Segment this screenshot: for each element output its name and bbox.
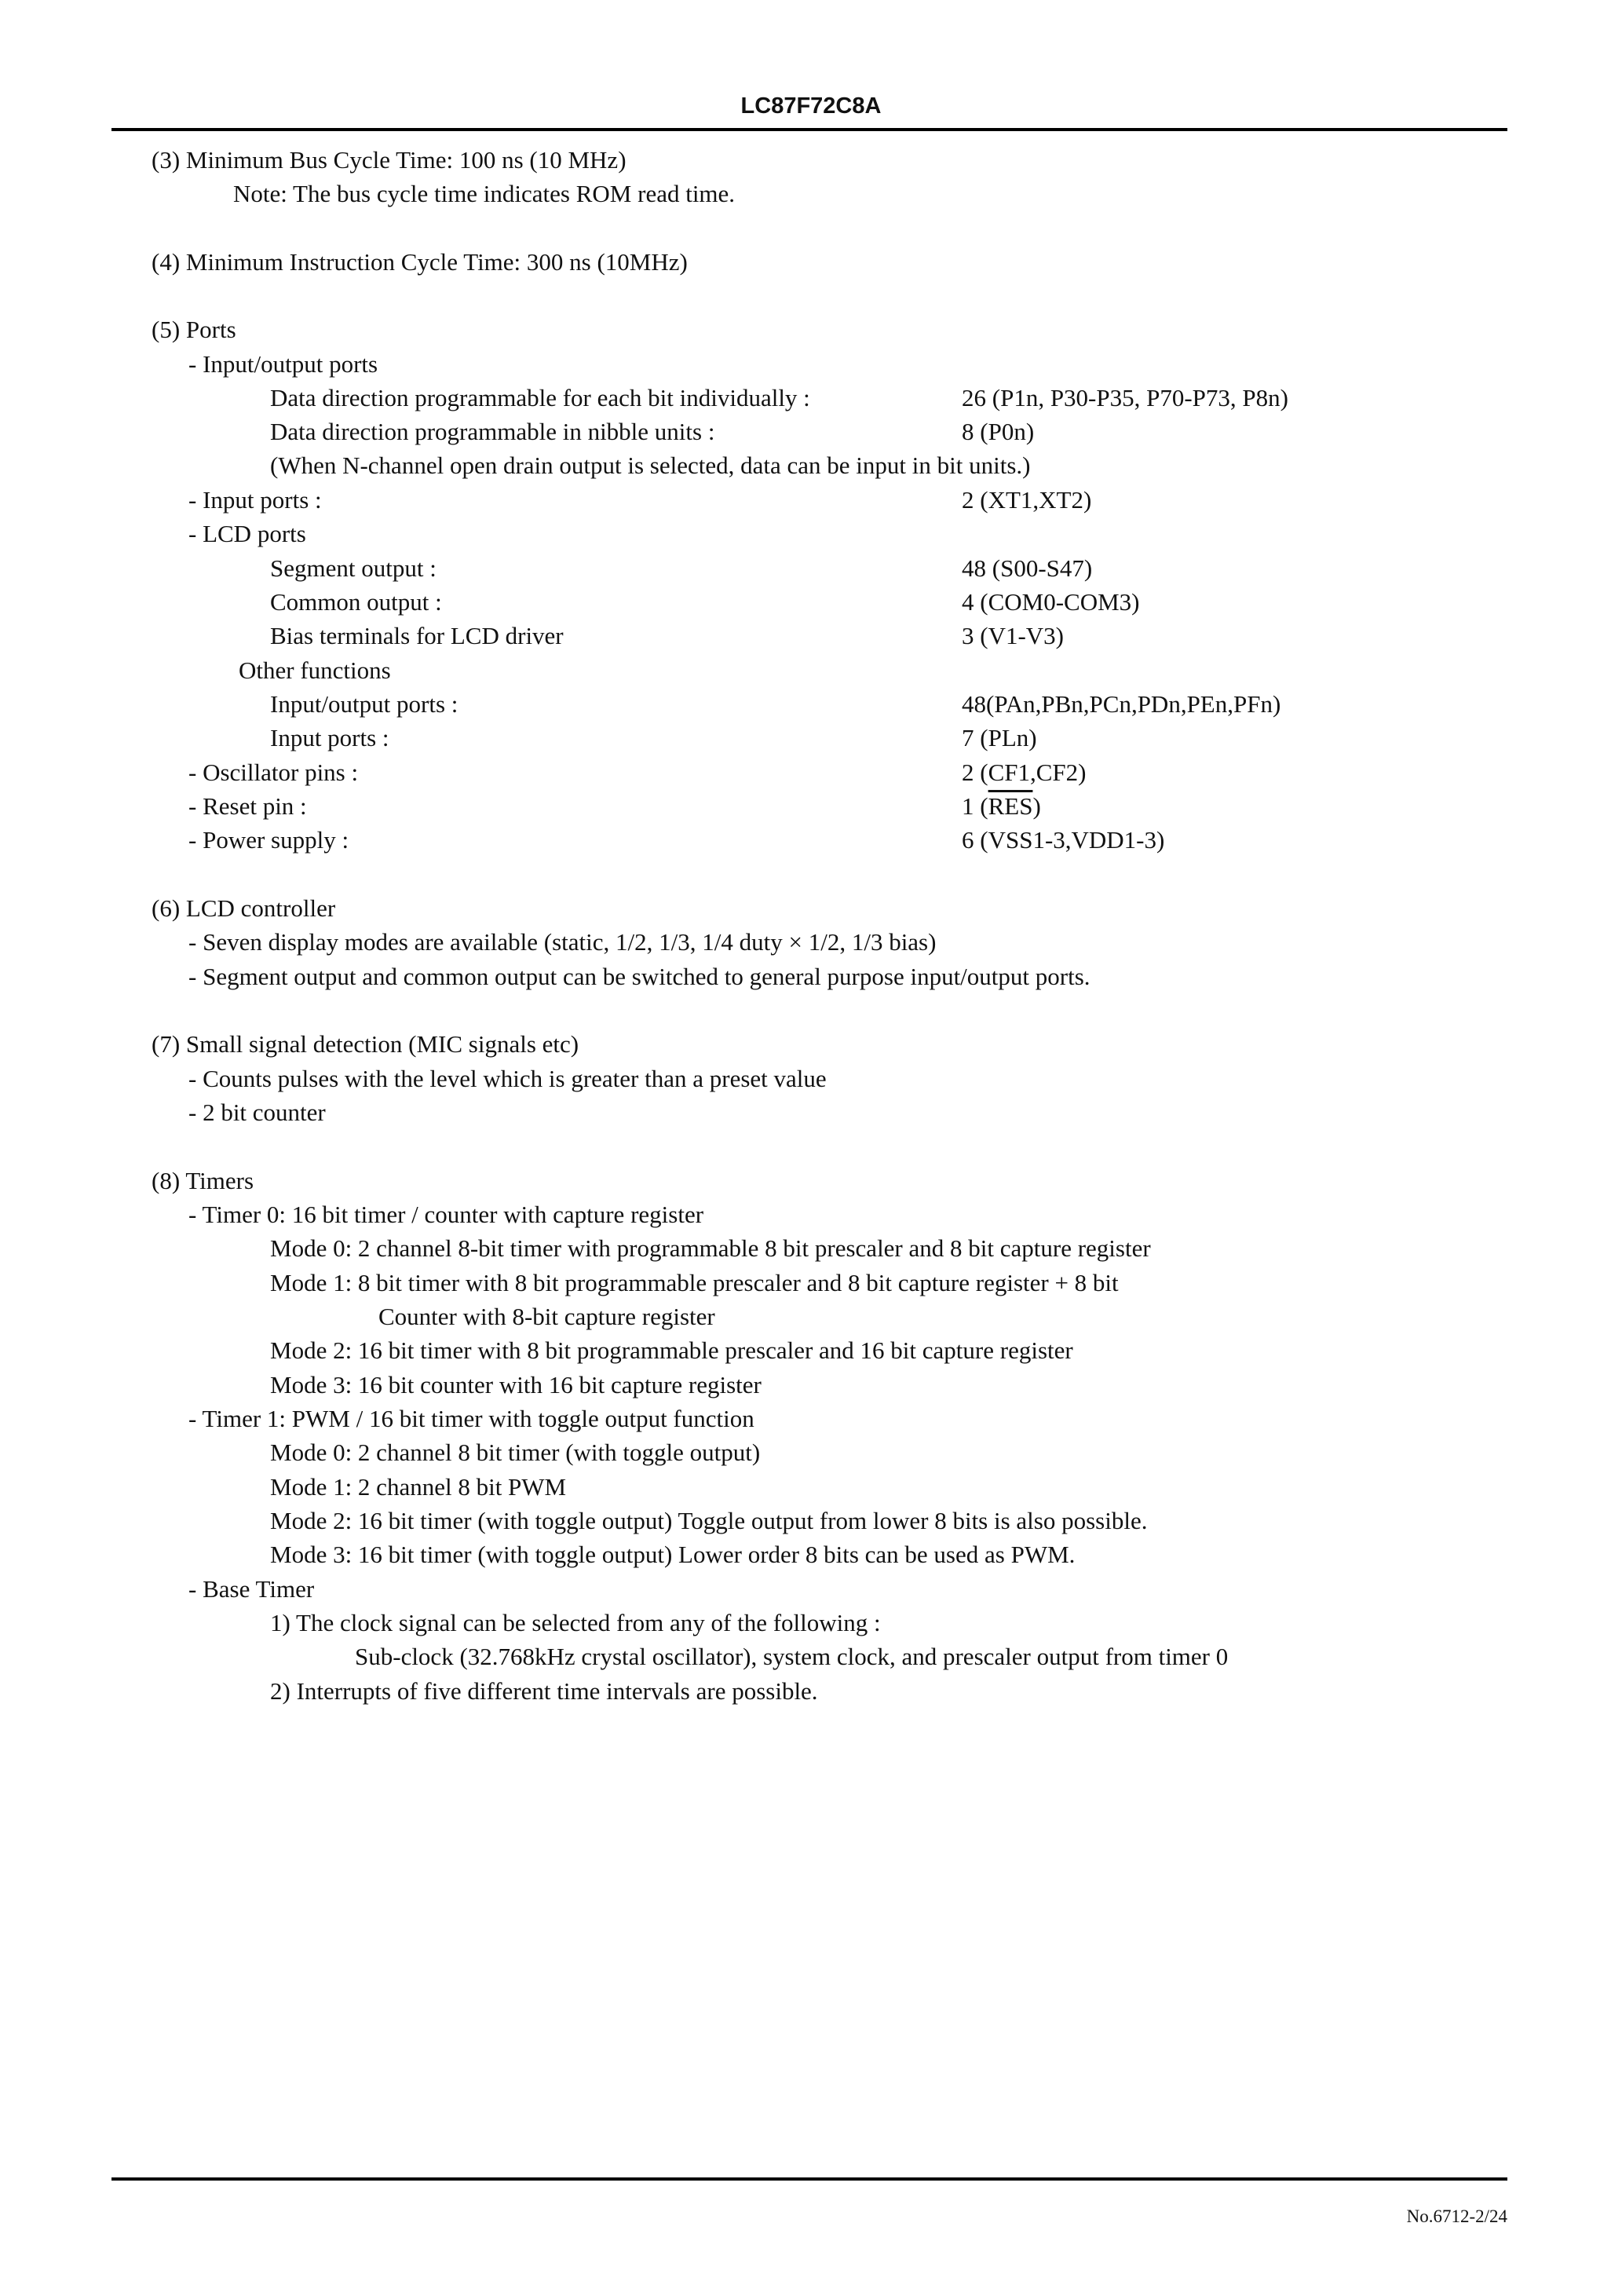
page-number: No.6712-2/24 bbox=[1406, 2206, 1507, 2226]
segment-output-label: Segment output : bbox=[270, 554, 437, 582]
timer0-mode: Mode 0: 2 channel 8-bit timer with programmable 8 bit prescaler and 8 bit capture register bbox=[270, 1234, 1151, 1262]
lcd-ports-label: - LCD ports bbox=[188, 520, 306, 547]
bias-terminals-label: Bias terminals for LCD driver bbox=[270, 622, 564, 649]
input-ports-label: - Input ports : bbox=[188, 486, 322, 514]
page-title: LC87F72C8A bbox=[740, 93, 882, 119]
footer-rule bbox=[111, 2177, 1507, 2181]
lcd-controller-item: - Segment output and common output can be switched to general purpose input/output ports. bbox=[188, 963, 1090, 990]
header-rule bbox=[111, 128, 1507, 131]
lcd-controller-item: - Seven display modes are available (static, 1/2, 1/3, 1/4 duty × 1/2, 1/3 bias) bbox=[188, 928, 937, 956]
section-3-note: Note: The bus cycle time indicates ROM read time. bbox=[233, 180, 736, 207]
timer1-mode: Mode 0: 2 channel 8 bit timer (with toggle output) bbox=[270, 1439, 761, 1466]
nibble-direction-value: 8 (P0n) bbox=[962, 418, 1035, 445]
nibble-direction-label: Data direction programmable in nibble units : bbox=[270, 418, 715, 445]
io-ports-label: - Input/output ports bbox=[188, 350, 378, 378]
bit-direction-label: Data direction programmable for each bit individually : bbox=[270, 384, 810, 411]
signal-detection-item: - Counts pulses with the level which is greater than a preset value bbox=[188, 1065, 827, 1092]
timer1-mode: Mode 2: 16 bit timer (with toggle output) Toggle output from lower 8 bits is also possible. bbox=[270, 1507, 1148, 1534]
segment-output-value: 48 (S00-S47) bbox=[962, 554, 1093, 582]
oscillator-pins-value: 2 (CF1,CF2) bbox=[962, 759, 1087, 786]
reset-pin-label: - Reset pin : bbox=[188, 792, 307, 820]
section-7-heading: (7) Small signal detection (MIC signals etc) bbox=[152, 1030, 579, 1058]
bias-terminals-value: 3 (V1-V3) bbox=[962, 622, 1064, 649]
section-5-heading: (5) Ports bbox=[152, 316, 236, 343]
section-6-heading: (6) LCD controller bbox=[152, 894, 336, 922]
timer1-mode: Mode 1: 2 channel 8 bit PWM bbox=[270, 1473, 567, 1501]
timer0-mode: Mode 2: 16 bit timer with 8 bit programmable prescaler and 16 bit capture register bbox=[270, 1336, 1073, 1364]
section-8-heading: (8) Timers bbox=[152, 1167, 254, 1194]
bit-direction-value: 26 (P1n, P30-P35, P70-P73, P8n) bbox=[962, 384, 1288, 411]
open-drain-note: (When N-channel open drain output is selected, data can be input in bit units.) bbox=[270, 452, 1031, 479]
other-input-ports-value: 7 (PLn) bbox=[962, 724, 1037, 751]
reset-signal-overline: $\overline{RES}$ bbox=[988, 792, 1033, 820]
timer1-label: - Timer 1: PWM / 16 bit timer with toggle output function bbox=[188, 1405, 754, 1432]
timer0-label: - Timer 0: 16 bit timer / counter with capture register bbox=[188, 1201, 704, 1228]
timer0-mode: Mode 1: 8 bit timer with 8 bit programmable prescaler and 8 bit capture register + 8 bit bbox=[270, 1269, 1119, 1296]
section-3-heading: (3) Minimum Bus Cycle Time: 100 ns (10 MHz) bbox=[152, 146, 627, 174]
base-timer-item: 2) Interrupts of five different time intervals are possible. bbox=[270, 1677, 818, 1705]
base-timer-item: Sub-clock (32.768kHz crystal oscillator), system clock, and prescaler output from timer 0 bbox=[355, 1643, 1229, 1670]
other-io-ports-label: Input/output ports : bbox=[270, 690, 458, 718]
timer0-mode: Mode 3: 16 bit counter with 16 bit capture register bbox=[270, 1371, 762, 1398]
signal-detection-item: - 2 bit counter bbox=[188, 1099, 326, 1126]
other-input-ports-label: Input ports : bbox=[270, 724, 389, 751]
other-functions-label: Other functions bbox=[239, 656, 391, 684]
power-supply-value: 6 (VSS1-3,VDD1-3) bbox=[962, 826, 1165, 854]
oscillator-pins-label: - Oscillator pins : bbox=[188, 759, 359, 786]
power-supply-label: - Power supply : bbox=[188, 826, 349, 854]
reset-pin-value: 1 $(\overline{RES})$ bbox=[962, 792, 1041, 820]
timer0-mode-continuation: Counter with 8-bit capture register bbox=[378, 1303, 715, 1330]
base-timer-label: - Base Timer bbox=[188, 1575, 315, 1603]
base-timer-item: 1) The clock signal can be selected from any of the following : bbox=[270, 1609, 881, 1636]
timer1-mode: Mode 3: 16 bit timer (with toggle output) Lower order 8 bits can be used as PWM. bbox=[270, 1541, 1076, 1568]
other-io-ports-value: 48(PAn,PBn,PCn,PDn,PEn,PFn) bbox=[962, 690, 1281, 718]
common-output-label: Common output : bbox=[270, 588, 442, 616]
input-ports-value: 2 (XT1,XT2) bbox=[962, 486, 1092, 514]
common-output-value: 4 (COM0-COM3) bbox=[962, 588, 1140, 616]
section-4-heading: (4) Minimum Instruction Cycle Time: 300 ns (10MHz) bbox=[152, 248, 688, 276]
